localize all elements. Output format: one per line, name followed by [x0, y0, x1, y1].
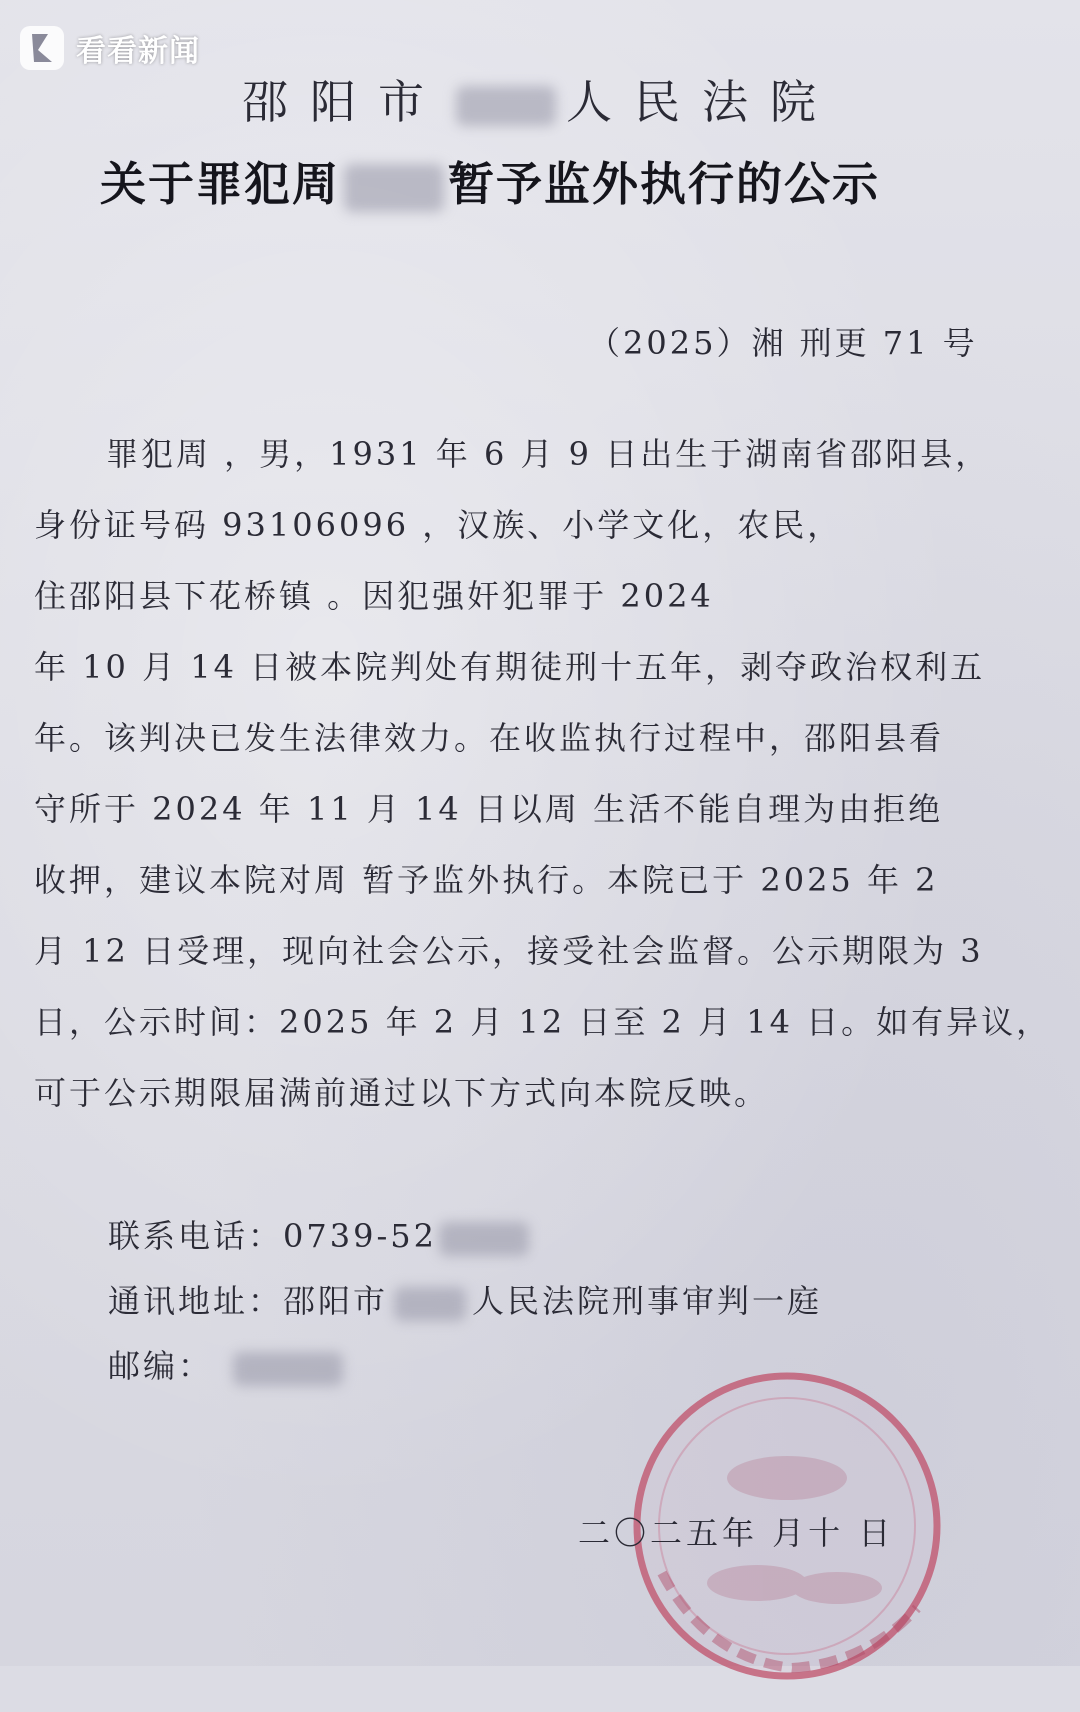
body-line: 收押，建议本院对周 暂予监外执行。本院已于 2025 年 2 [34, 861, 939, 899]
title-suffix: 暂予监外执行的公示 [448, 157, 880, 211]
phone-value: 0739-52 [283, 1217, 437, 1255]
body-line: 可于公示期限届满前通过以下方式向本院反映。 [34, 1074, 770, 1112]
watermark-brand: 看看新闻 [76, 34, 200, 69]
body-line: 住邵阳县下花桥镇 。因犯强奸犯罪于 2024 [34, 577, 714, 615]
redacted-block [456, 86, 556, 126]
body-line: 年 10 月 14 日被本院判处有期徒刑十五年，剥夺政治权利五 [34, 648, 986, 686]
phone-label: 联系电话： [108, 1217, 284, 1255]
title-prefix: 关于罪犯周 [100, 157, 340, 211]
body-line: 月 12 日受理，现向社会公示，接受社会监督。公示期限为 3 [34, 932, 984, 970]
body-line: 罪犯周 ，男，1931 年 6 月 9 日出生于湖南省邵阳县， [106, 435, 991, 473]
page-title [100, 148, 1000, 214]
document-number: （2025）湘 刑更 71 号 [588, 324, 978, 362]
redacted-block [233, 1352, 343, 1386]
contact-address [108, 1275, 1008, 1340]
notice-body [34, 428, 1052, 1138]
address-prefix: 邵阳市 [283, 1282, 389, 1320]
contact-phone [108, 1210, 1008, 1275]
redacted-block [439, 1222, 529, 1256]
court-name-prefix: 邵阳市 [242, 75, 446, 129]
body-line: 身份证号码 93106096 ，汉族、小学文化，农民， [34, 506, 843, 544]
redacted-block [344, 164, 444, 212]
body-line: 守所于 2024 年 11 月 14 日以周 生活不能自理为由拒绝 [34, 790, 944, 828]
court-name [0, 66, 1080, 132]
body-line: 日，公示时间：2025 年 2 月 12 日至 2 月 14 日。如有异议， [34, 1003, 1052, 1041]
postcode-label: 邮编： [108, 1347, 214, 1385]
issue-date: 二〇二五年 月十 日 [578, 1514, 895, 1552]
kankan-logo-icon [18, 24, 66, 72]
redacted-block [394, 1287, 466, 1321]
court-name-suffix: 人民法院 [566, 75, 838, 129]
address-suffix: 人民法院刑事审判一庭 [472, 1282, 823, 1320]
address-label: 通讯地址： [108, 1282, 284, 1320]
body-line: 年。该判决已发生法律效力。在收监执行过程中，邵阳县看 [34, 719, 945, 757]
